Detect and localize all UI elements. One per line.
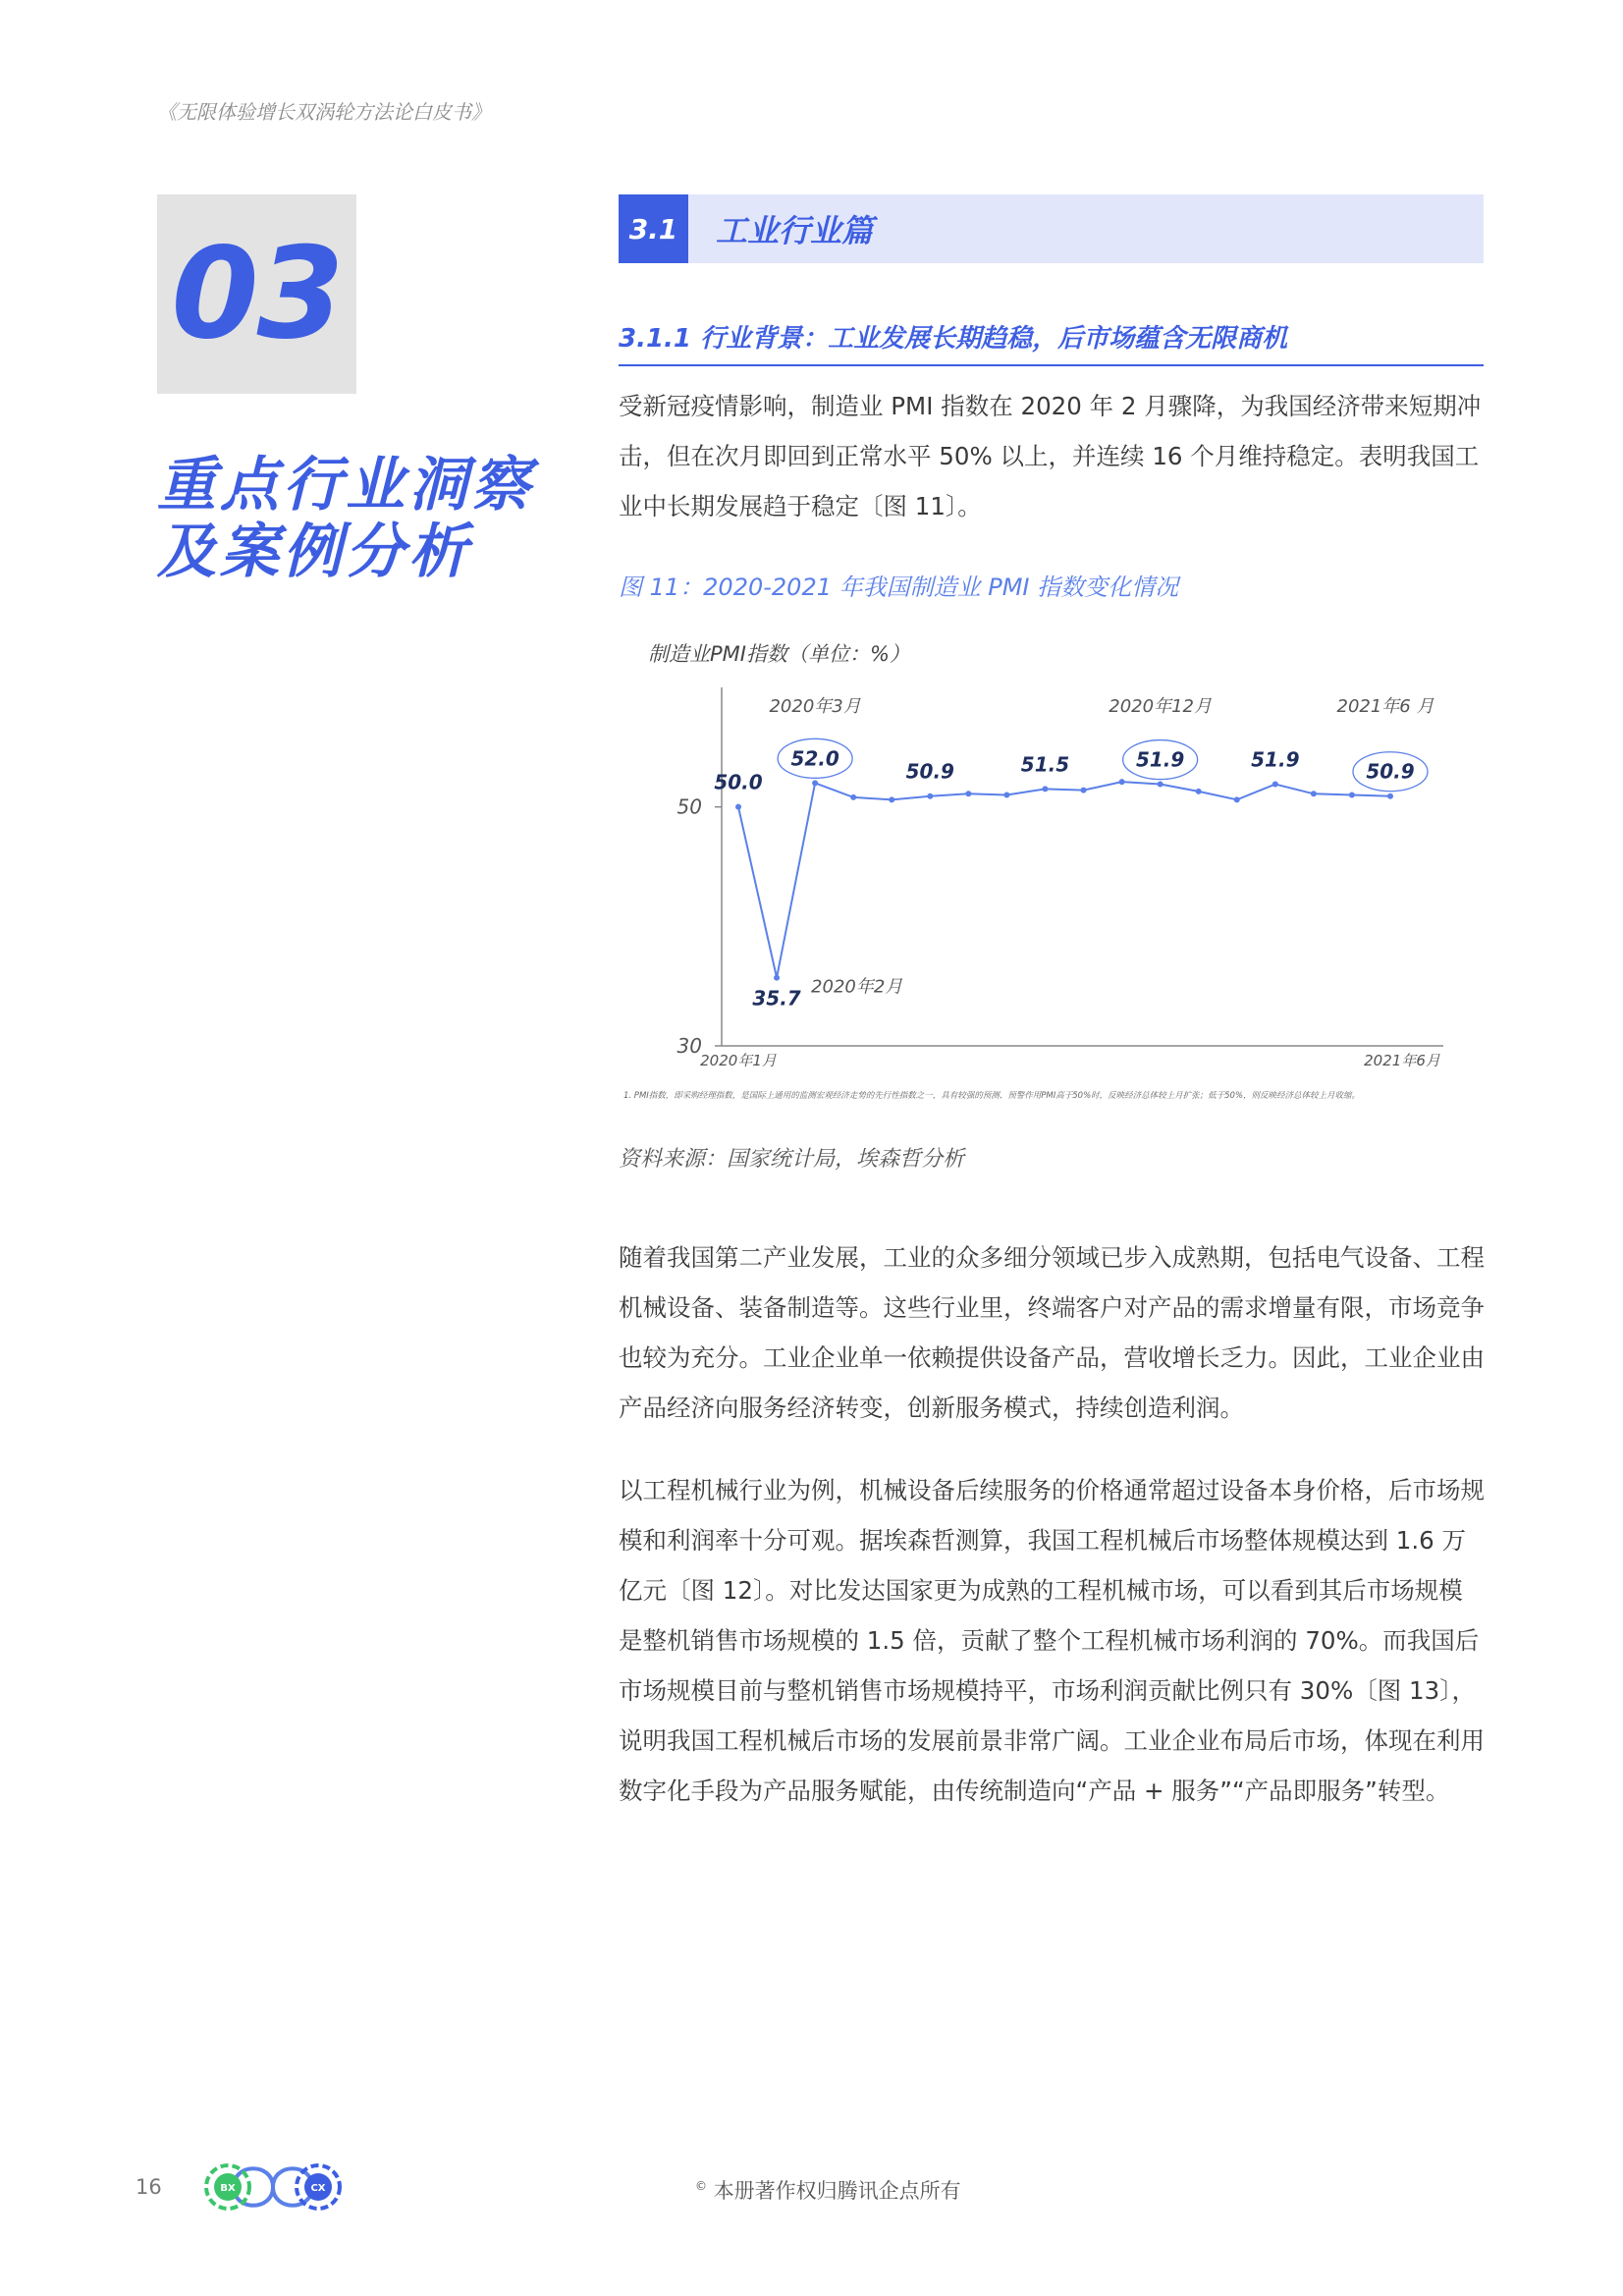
data-point [1234,796,1240,802]
figure-caption: 图 11：2020-2021 年我国制造业 PMI 指数变化情况 [619,574,1179,601]
x-tick-label: 2021年6月 [1364,1052,1440,1069]
data-point [774,975,780,981]
pmi-line-chart [619,629,1502,1120]
data-point [1311,791,1317,796]
data-point [1003,793,1009,798]
data-point [889,796,894,802]
y-tick-label: 50 [676,794,702,819]
chapter-title-line-1: 重点行业洞察 [157,451,534,519]
chapter-title-line-2: 及案例分析 [157,518,471,587]
data-label: 51.9 [1135,747,1185,772]
figure-source: 资料来源：国家统计局，埃森哲分析 [619,1147,965,1172]
copyright-text: 本册著作权归腾讯企点所有 [713,2179,961,2203]
svg-text:BX: BX [220,2183,236,2194]
chapter-number-box [157,194,356,394]
chart-footnote: 1. PMI指数，即采购经理指数，是国际上通用的监测宏观经济走势的先行性指数之一，具有较强的预测、预警作用PMI高于50%时，反映经济总体较上月扩张；低于50%，则反映经济总体较上月收缩。 [623,1091,1361,1101]
data-label: 50.9 [905,759,954,784]
section-number: 3.1 [619,194,688,263]
data-point [812,780,818,786]
data-label: 50.9 [1366,759,1415,784]
data-point [927,793,933,799]
paragraph-1: 受新冠疫情影响，制造业 PMI 指数在 2020 年 2 月骤降，为我国经济带来短期冲击，但在次月即回到正常水平 50% 以上，并连续 16 个月维持稳定。表明我国工业中长期发展趋于稳定〔图 11〕。 [619,392,1482,520]
data-point [1272,782,1278,788]
data-label: 51.5 [1020,752,1070,777]
copyright-notice [695,2175,961,2205]
copyright-symbol: © [695,2179,707,2193]
chapter-number: 03 [171,221,343,367]
data-label: 35.7 [752,986,801,1011]
section-title: 工业行业篇 [716,212,874,249]
data-point [1119,779,1125,785]
data-point [1158,782,1163,788]
running-header: 《无限体验增长双涡轮方法论白皮书》 [157,100,491,124]
subsection-title: 3.1.1 行业背景：工业发展长期趋稳，后市场蕴含无限商机 [619,318,1484,366]
data-point [1042,786,1048,792]
paragraph-2: 随着我国第二产业发展，工业的众多细分领域已步入成熟期，包括电气设备、工程机械设备、装备制造等。这些行业里，终端客户对产品的需求增量有限，市场竞争也较为充分。工业企业单一依赖提供设备产品，营收增长乏力。因此，工业企业由产品经济向服务经济转变，创新服务模式，持续创造利润。 [619,1243,1485,1422]
paragraph-3: 以工程机械行业为例，机械设备后续服务的价格通常超过设备本身价格，后市场规模和利润率十分可观。据埃森哲测算，我国工程机械后市场整体规模达到 1.6 万亿元〔图 12〕。对比发达国家更为成熟的工程机械市场，可以看到其后市场规模是整机销售市场规模的 1.5 倍，贡献了整个工程机械市场利润的 70%。而我国后市场规模目前与整机销售市场规模持平，市场利润贡献比例只有 30%〔图 13〕，说明我国工程机械后市场的发展前景非常广阔。工业企业布局后市场，体现在利用数字化手段为产品服务赋能，由传统制造向“产品 + 服务”“产品即服务”转型。 [619,1476,1485,1805]
data-point [1387,793,1393,799]
date-annotation: 2021年6 月 [1336,696,1434,717]
data-point [965,791,971,796]
data-point [735,804,741,810]
data-label: 50.0 [714,770,763,794]
date-annotation: 2020年12月 [1109,696,1213,717]
svg-text:CX: CX [310,2183,326,2194]
y-axis-label: 制造业PMI指数（单位：%） [648,642,910,666]
data-point [1349,793,1355,798]
data-label: 52.0 [790,746,839,771]
page-number: 16 [135,2175,162,2199]
chapter-title [157,452,589,586]
date-annotation: 2020年2月 [811,976,903,998]
brand-logo [194,2153,352,2221]
date-annotation: 2020年3月 [769,696,861,717]
data-label: 51.9 [1251,747,1300,772]
section-heading [619,194,1484,263]
x-tick-label: 2020年1月 [700,1052,777,1069]
data-point [1196,789,1202,794]
pmi-series-line [738,782,1390,978]
data-point [1081,788,1087,793]
data-point [850,794,856,800]
y-tick-label: 30 [676,1034,702,1058]
